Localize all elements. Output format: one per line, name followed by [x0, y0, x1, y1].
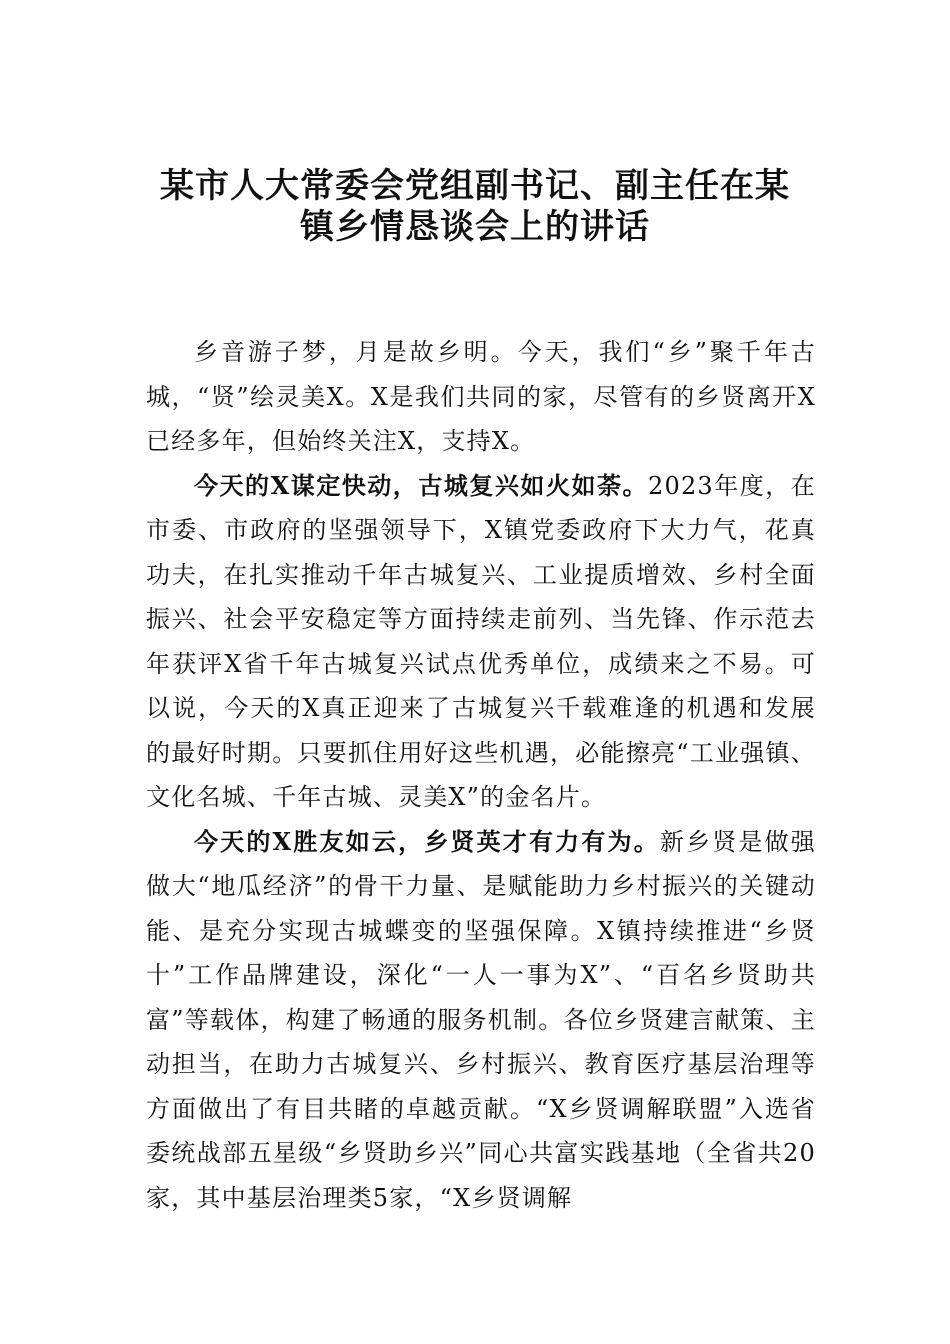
paragraph-2-text: 2023年度，在市委、市政府的坚强领导下，X镇党委政府下大力气，花真功夫，在扎实推动千年古城复兴、工业提质增效、乡村全面振兴、社会平安稳定等方面持续走前列、当先锋、作示范去年获评X省千年古城复兴试点优秀单位，成绩来之不易。可以说，今天的X真正迎来了古城复兴千载难逢的机遇和发展的最好时期。只要抓住用好这些机遇，必能擦亮“工业强镇、文化名城、千年古城、灵美X”的金名片。 — [146, 471, 816, 811]
paragraph-3-text: 新乡贤是做强做大“地瓜经济”的骨干力量、是赋能助力乡村振兴的关键动能、是充分实现古城蝶变的坚强保障。X镇持续推进“乡贤十”工作品牌建设，深化“一人一事为X”、“百名乡贤助共富”等载体，构建了畅通的服务机制。各位乡贤建言献策、主动担当，在助力古城复兴、乡村振兴、教育医疗基层治理等方面做出了有目共睹的卓越贡献。“X乡贤调解联盟”入选省委统战部五星级“乡贤助乡兴”同心共富实践基地（全省共20家，其中基层治理类5家，“X乡贤调解 — [146, 827, 816, 1212]
paragraph-2 — [146, 464, 816, 820]
document-title-line-1: 某市人大常委会党组副书记、副主任在某 — [160, 166, 790, 206]
paragraph-1-text: 乡音游子梦，月是故乡明。今天，我们“乡”聚千年古城，“贤”绘灵美X。X是我们共同的家，尽管有的乡贤离开X已经多年，但始终关注X，支持X。 — [146, 338, 816, 455]
paragraph-3 — [146, 820, 816, 1221]
document-title-line-2: 镇乡情恳谈会上的讲话 — [300, 207, 650, 247]
paragraph-2-lead: 今天的X谋定快动，古城复兴如火如荼。 — [194, 470, 649, 500]
paragraph-3-lead: 今天的X胜友如云，乡贤英才有力有为。 — [194, 826, 660, 856]
document-body — [146, 330, 816, 1220]
paragraph-1 — [146, 330, 816, 464]
